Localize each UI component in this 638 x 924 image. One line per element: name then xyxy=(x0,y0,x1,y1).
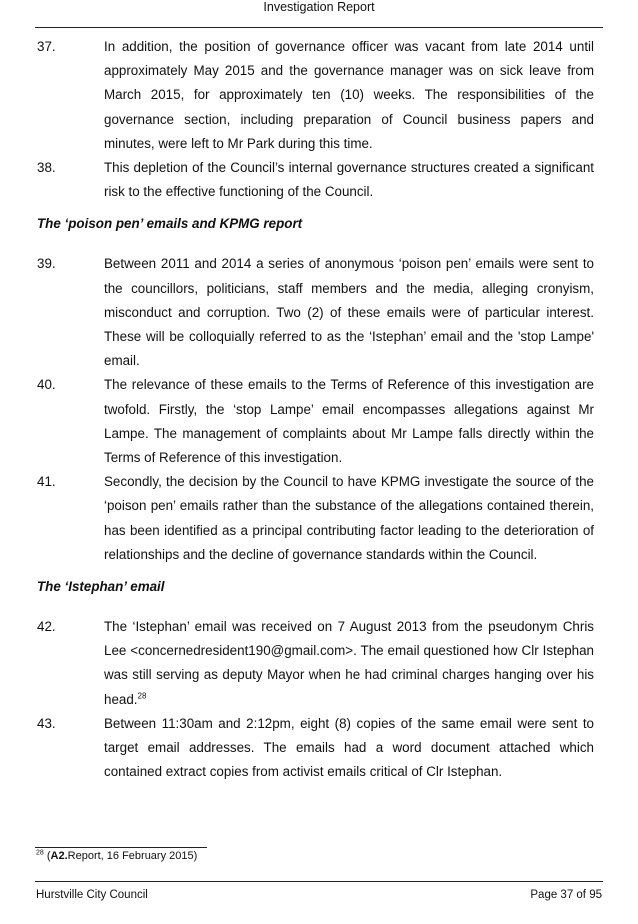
paragraph-number: 37. xyxy=(37,39,56,54)
page-header-title: Investigation Report xyxy=(263,0,375,14)
paragraph-text: The relevance of these emails to the Terms of Reference of this investigation are twofold. Firstly, the ‘stop Lampe’ email encompasses allegations against Mr Lampe. The management of complaints about Mr Lampe falls directly within the Terms of Reference of this investigation. xyxy=(104,377,594,466)
footnote-text: Report, 16 February 2015) xyxy=(67,850,198,862)
paragraph-text: Between 2011 and 2014 a series of anonymous ‘poison pen’ emails were sent to the councillors, politicians, staff members and the media, alleging cronyism, misconduct and corruption. Two (2) of these emails were of particular interest. These will be colloquially referred to as the ‘Istephan’ email and the 'stop Lampe' email. xyxy=(104,256,594,369)
paragraph-text: In addition, the position of governance officer was vacant from late 2014 until approximately May 2015 and the governance manager was on sick leave from March 2015, for approximately ten (10) weeks. The responsibilities of the governance section, including preparation of Council business papers and minutes, were left to Mr Park during this time. xyxy=(104,39,594,151)
footnote-reference[interactable]: 28 xyxy=(137,691,147,701)
paragraph-text-wrapper xyxy=(104,615,594,712)
footnote-mark: 28 xyxy=(36,849,44,857)
paragraph-text: The ‘Istephan’ email was received on 7 August 2013 from the pseudonym Chris Lee <concernedresident190@gmail.com>. The email questioned how Clr Istephan was still serving as deputy Mayor when he had criminal charges hanging over his head. xyxy=(104,619,594,707)
section-heading-poison-pen: The ‘poison pen’ emails and KPMG report xyxy=(37,216,303,232)
paragraph-text: Between 11:30am and 2:12pm, eight (8) copies of the same email were sent to target email addresses. The emails had a word document attached which contained extract copies from activist emails critical of Clr Istephan. xyxy=(104,715,594,780)
footnote-open-paren: ( xyxy=(46,850,51,862)
paragraph-39 xyxy=(37,252,594,373)
paragraph-41 xyxy=(37,470,594,567)
footnote xyxy=(36,849,197,863)
paragraph-42 xyxy=(37,615,594,712)
paragraph-text: Secondly, the decision by the Council to have KPMG investigate the source of the ‘poison pen’ emails rather than the substance of the allegations contained therein, has been identified as a principal contributing factor leading to the deterioration of relationships and the decline of governance standards within the Council. xyxy=(104,474,594,562)
paragraph-38 xyxy=(37,156,594,204)
header-divider xyxy=(35,27,603,28)
paragraph-number: 42. xyxy=(37,619,56,635)
report-body xyxy=(37,35,594,784)
paragraph-number: 40. xyxy=(37,377,56,393)
footnote-divider xyxy=(35,847,207,848)
paragraph-number: 39. xyxy=(37,256,56,272)
footer-divider xyxy=(35,881,603,882)
footer-organization: Hurstville City Council xyxy=(36,889,148,901)
paragraph-number: 41. xyxy=(37,474,56,490)
footnote-bold-ref: A2. xyxy=(50,850,68,862)
paragraph-37 xyxy=(37,35,594,156)
section-heading-istephan-email: The ‘Istephan’ email xyxy=(37,579,165,595)
paragraph-43 xyxy=(37,712,594,785)
paragraph-text: This depletion of the Council’s internal governance structures created a significant risk to the effective functioning of the Council. xyxy=(104,160,594,200)
paragraph-number: 38. xyxy=(37,160,56,176)
footer-page-number: Page 37 of 95 xyxy=(530,889,602,901)
paragraph-40 xyxy=(37,373,594,470)
paragraph-number: 43. xyxy=(37,715,56,731)
